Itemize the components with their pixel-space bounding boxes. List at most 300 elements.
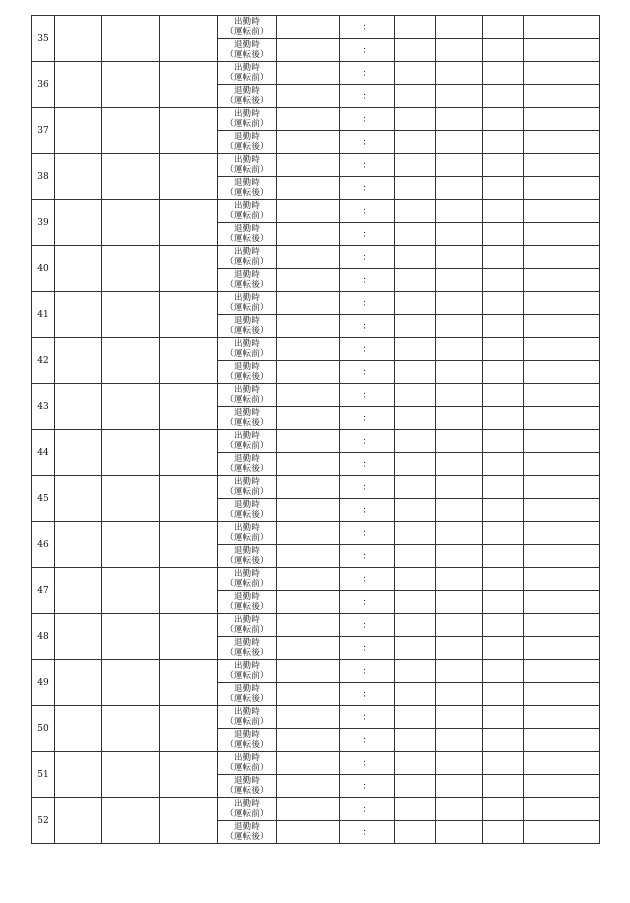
time-field[interactable]: ： (340, 62, 395, 85)
row-number: 48 (32, 614, 55, 660)
entry-cell[interactable] (277, 775, 340, 798)
entry-cell[interactable] (277, 315, 340, 338)
entry-cell[interactable] (395, 591, 436, 614)
entry-cell[interactable] (524, 200, 600, 223)
entry-cell[interactable] (395, 108, 436, 131)
entry-cell[interactable] (277, 798, 340, 821)
time-field[interactable]: ： (340, 200, 395, 223)
entry-cell[interactable] (483, 407, 524, 430)
timing-label-line2: （運転後） (225, 786, 269, 796)
entry-cell[interactable] (277, 154, 340, 177)
entry-cell[interactable] (395, 407, 436, 430)
entry-cell[interactable] (160, 614, 218, 660)
entry-cell[interactable] (395, 223, 436, 246)
entry-cell[interactable] (277, 108, 340, 131)
entry-cell[interactable] (277, 499, 340, 522)
entry-cell[interactable] (436, 131, 483, 154)
timing-label-line1: 退勤時 (233, 730, 261, 740)
time-field[interactable]: ： (340, 223, 395, 246)
timing-label-line2: （運転後） (225, 234, 269, 244)
entry-cell[interactable] (55, 246, 102, 292)
entry-cell[interactable] (483, 223, 524, 246)
entry-cell[interactable] (102, 154, 160, 200)
entry-cell[interactable] (395, 338, 436, 361)
entry-cell[interactable] (483, 545, 524, 568)
entry-cell[interactable] (160, 62, 218, 108)
entry-cell[interactable] (483, 729, 524, 752)
entry-cell[interactable] (55, 338, 102, 384)
entry-cell[interactable] (277, 545, 340, 568)
entry-cell[interactable] (436, 338, 483, 361)
time-field[interactable]: ： (340, 453, 395, 476)
timing-label-clock-out (218, 821, 277, 844)
entry-cell[interactable] (524, 660, 600, 683)
entry-cell[interactable] (102, 476, 160, 522)
entry-cell[interactable] (483, 522, 524, 545)
time-field[interactable]: ： (340, 430, 395, 453)
entry-cell[interactable] (55, 568, 102, 614)
timing-label-line2: （運転後） (225, 832, 269, 842)
entry-cell[interactable] (524, 269, 600, 292)
entry-cell[interactable] (55, 292, 102, 338)
entry-cell[interactable] (395, 131, 436, 154)
entry-cell[interactable] (395, 821, 436, 844)
entry-cell[interactable] (55, 522, 102, 568)
entry-cell[interactable] (524, 706, 600, 729)
entry-cell[interactable] (524, 752, 600, 775)
entry-cell[interactable] (160, 430, 218, 476)
entry-cell[interactable] (55, 154, 102, 200)
entry-cell[interactable] (524, 775, 600, 798)
time-field[interactable]: ： (340, 706, 395, 729)
entry-cell[interactable] (102, 798, 160, 844)
entry-cell[interactable] (483, 775, 524, 798)
entry-cell[interactable] (436, 246, 483, 269)
entry-cell[interactable] (395, 154, 436, 177)
entry-cell[interactable] (102, 614, 160, 660)
entry-cell[interactable] (436, 729, 483, 752)
entry-cell[interactable] (55, 16, 102, 62)
entry-cell[interactable] (524, 545, 600, 568)
entry-cell[interactable] (102, 430, 160, 476)
time-field[interactable]: ： (340, 775, 395, 798)
timing-label-line1: 退勤時 (233, 40, 261, 50)
timing-label-line2: （運転前） (225, 395, 269, 405)
entry-cell[interactable] (483, 154, 524, 177)
timing-label-line2: （運転前） (225, 533, 269, 543)
entry-cell[interactable] (395, 361, 436, 384)
entry-cell[interactable] (524, 683, 600, 706)
entry-cell[interactable] (483, 292, 524, 315)
entry-cell[interactable] (483, 614, 524, 637)
entry-cell[interactable] (55, 200, 102, 246)
entry-cell[interactable] (277, 453, 340, 476)
entry-cell[interactable] (483, 85, 524, 108)
entry-cell[interactable] (436, 154, 483, 177)
entry-cell[interactable] (277, 752, 340, 775)
entry-cell[interactable] (277, 407, 340, 430)
entry-cell[interactable] (436, 752, 483, 775)
time-field[interactable]: ： (340, 338, 395, 361)
time-field[interactable]: ： (340, 545, 395, 568)
entry-cell[interactable] (160, 384, 218, 430)
entry-cell[interactable] (483, 430, 524, 453)
entry-cell[interactable] (395, 62, 436, 85)
timing-label-line2: （運転前） (225, 809, 269, 819)
entry-cell[interactable] (395, 177, 436, 200)
timing-label-line2: （運転前） (225, 625, 269, 635)
entry-cell[interactable] (395, 637, 436, 660)
entry-cell[interactable] (483, 200, 524, 223)
entry-cell[interactable] (395, 522, 436, 545)
entry-cell[interactable] (277, 614, 340, 637)
entry-cell[interactable] (277, 384, 340, 407)
entry-cell[interactable] (524, 338, 600, 361)
entry-cell[interactable] (483, 660, 524, 683)
entry-cell[interactable] (395, 499, 436, 522)
entry-cell[interactable] (102, 292, 160, 338)
entry-cell[interactable] (102, 568, 160, 614)
entry-cell[interactable] (160, 706, 218, 752)
timing-label-clock-in (218, 476, 277, 499)
time-field[interactable]: ： (340, 361, 395, 384)
entry-cell[interactable] (55, 62, 102, 108)
entry-cell[interactable] (524, 246, 600, 269)
time-field[interactable]: ： (340, 476, 395, 499)
entry-cell[interactable] (395, 729, 436, 752)
entry-cell[interactable] (436, 706, 483, 729)
entry-cell[interactable] (483, 177, 524, 200)
entry-cell[interactable] (395, 706, 436, 729)
entry-cell[interactable] (160, 568, 218, 614)
entry-cell[interactable] (277, 522, 340, 545)
entry-cell[interactable] (277, 729, 340, 752)
entry-cell[interactable] (524, 131, 600, 154)
time-field[interactable]: ： (340, 568, 395, 591)
entry-cell[interactable] (483, 591, 524, 614)
entry-cell[interactable] (436, 798, 483, 821)
entry-cell[interactable] (436, 476, 483, 499)
entry-cell[interactable] (483, 752, 524, 775)
entry-cell[interactable] (436, 223, 483, 246)
entry-cell[interactable] (483, 315, 524, 338)
entry-cell[interactable] (395, 430, 436, 453)
entry-cell[interactable] (277, 177, 340, 200)
entry-cell[interactable] (524, 16, 600, 39)
entry-cell[interactable] (55, 108, 102, 154)
entry-cell[interactable] (102, 62, 160, 108)
timing-label-clock-out (218, 39, 277, 62)
time-field[interactable]: ： (340, 131, 395, 154)
entry-cell[interactable] (160, 338, 218, 384)
entry-cell[interactable] (483, 16, 524, 39)
entry-cell[interactable] (524, 361, 600, 384)
entry-cell[interactable] (55, 752, 102, 798)
time-field[interactable]: ： (340, 637, 395, 660)
time-field[interactable]: ： (340, 269, 395, 292)
entry-cell[interactable] (483, 798, 524, 821)
entry-cell[interactable] (277, 568, 340, 591)
entry-cell[interactable] (436, 568, 483, 591)
entry-cell[interactable] (436, 62, 483, 85)
entry-cell[interactable] (524, 499, 600, 522)
entry-cell[interactable] (277, 821, 340, 844)
entry-cell[interactable] (277, 430, 340, 453)
entry-cell[interactable] (160, 798, 218, 844)
entry-cell[interactable] (524, 798, 600, 821)
entry-cell[interactable] (395, 200, 436, 223)
entry-cell[interactable] (436, 292, 483, 315)
entry-cell[interactable] (277, 706, 340, 729)
entry-cell[interactable] (395, 752, 436, 775)
entry-cell[interactable] (483, 131, 524, 154)
table-row (32, 798, 600, 821)
entry-cell[interactable] (483, 683, 524, 706)
timing-label-clock-in (218, 338, 277, 361)
timing-label-line1: 出勤時 (233, 707, 261, 717)
entry-cell[interactable] (395, 453, 436, 476)
entry-cell[interactable] (160, 752, 218, 798)
time-field[interactable]: ： (340, 821, 395, 844)
entry-cell[interactable] (436, 821, 483, 844)
entry-cell[interactable] (395, 315, 436, 338)
entry-cell[interactable] (160, 154, 218, 200)
entry-cell[interactable] (483, 476, 524, 499)
entry-cell[interactable] (524, 614, 600, 637)
entry-cell[interactable] (102, 384, 160, 430)
entry-cell[interactable] (277, 476, 340, 499)
entry-cell[interactable] (395, 545, 436, 568)
entry-cell[interactable] (483, 338, 524, 361)
entry-cell[interactable] (524, 729, 600, 752)
timing-label-clock-in (218, 522, 277, 545)
entry-cell[interactable] (160, 16, 218, 62)
time-field[interactable]: ： (340, 591, 395, 614)
entry-cell[interactable] (436, 85, 483, 108)
entry-cell[interactable] (277, 39, 340, 62)
entry-cell[interactable] (436, 108, 483, 131)
entry-cell[interactable] (55, 660, 102, 706)
entry-cell[interactable] (436, 522, 483, 545)
entry-cell[interactable] (277, 683, 340, 706)
entry-cell[interactable] (102, 246, 160, 292)
entry-cell[interactable] (277, 292, 340, 315)
entry-cell[interactable] (160, 200, 218, 246)
entry-cell[interactable] (524, 39, 600, 62)
entry-cell[interactable] (483, 706, 524, 729)
entry-cell[interactable] (483, 637, 524, 660)
entry-cell[interactable] (277, 85, 340, 108)
entry-cell[interactable] (395, 16, 436, 39)
entry-cell[interactable] (483, 62, 524, 85)
entry-cell[interactable] (524, 591, 600, 614)
entry-cell[interactable] (395, 85, 436, 108)
entry-cell[interactable] (55, 430, 102, 476)
entry-cell[interactable] (436, 361, 483, 384)
entry-cell[interactable] (102, 200, 160, 246)
time-field[interactable]: ： (340, 85, 395, 108)
entry-cell[interactable] (102, 752, 160, 798)
entry-cell[interactable] (483, 269, 524, 292)
entry-cell[interactable] (524, 522, 600, 545)
time-field[interactable]: ： (340, 384, 395, 407)
entry-cell[interactable] (160, 660, 218, 706)
entry-cell[interactable] (524, 407, 600, 430)
entry-cell[interactable] (395, 775, 436, 798)
time-field[interactable]: ： (340, 246, 395, 269)
entry-cell[interactable] (436, 39, 483, 62)
time-field[interactable]: ： (340, 292, 395, 315)
timing-label-clock-in (218, 154, 277, 177)
entry-cell[interactable] (395, 568, 436, 591)
time-field[interactable]: ： (340, 108, 395, 131)
entry-cell[interactable] (524, 568, 600, 591)
entry-cell[interactable] (277, 16, 340, 39)
entry-cell[interactable] (436, 384, 483, 407)
timing-label-line1: 出勤時 (233, 661, 261, 671)
entry-cell[interactable] (277, 361, 340, 384)
entry-cell[interactable] (524, 177, 600, 200)
entry-cell[interactable] (55, 706, 102, 752)
time-field[interactable]: ： (340, 798, 395, 821)
entry-cell[interactable] (102, 660, 160, 706)
entry-cell[interactable] (102, 108, 160, 154)
entry-cell[interactable] (483, 39, 524, 62)
entry-cell[interactable] (160, 476, 218, 522)
entry-cell[interactable] (160, 292, 218, 338)
entry-cell[interactable] (436, 775, 483, 798)
entry-cell[interactable] (436, 407, 483, 430)
entry-cell[interactable] (395, 246, 436, 269)
row-number: 47 (32, 568, 55, 614)
entry-cell[interactable] (160, 108, 218, 154)
entry-cell[interactable] (483, 568, 524, 591)
entry-cell[interactable] (277, 200, 340, 223)
time-field[interactable]: ： (340, 660, 395, 683)
entry-cell[interactable] (55, 614, 102, 660)
entry-cell[interactable] (55, 476, 102, 522)
timing-label-line1: 出勤時 (233, 247, 261, 257)
entry-cell[interactable] (524, 223, 600, 246)
entry-cell[interactable] (524, 154, 600, 177)
time-field[interactable]: ： (340, 177, 395, 200)
timing-label-line1: 退勤時 (233, 362, 261, 372)
entry-cell[interactable] (395, 269, 436, 292)
entry-cell[interactable] (436, 430, 483, 453)
entry-cell[interactable] (483, 361, 524, 384)
entry-cell[interactable] (277, 591, 340, 614)
timing-label-line1: 出勤時 (233, 293, 261, 303)
entry-cell[interactable] (436, 660, 483, 683)
entry-cell[interactable] (395, 614, 436, 637)
entry-cell[interactable] (483, 821, 524, 844)
entry-cell[interactable] (395, 39, 436, 62)
row-number: 40 (32, 246, 55, 292)
timing-label-line1: 退勤時 (233, 822, 261, 832)
time-field[interactable]: ： (340, 315, 395, 338)
entry-cell[interactable] (483, 499, 524, 522)
timing-label-clock-out (218, 499, 277, 522)
entry-cell[interactable] (277, 338, 340, 361)
entry-cell[interactable] (395, 384, 436, 407)
entry-cell[interactable] (160, 522, 218, 568)
entry-cell[interactable] (524, 85, 600, 108)
entry-cell[interactable] (436, 16, 483, 39)
entry-cell[interactable] (436, 545, 483, 568)
entry-cell[interactable] (277, 269, 340, 292)
entry-cell[interactable] (436, 453, 483, 476)
entry-cell[interactable] (277, 246, 340, 269)
entry-cell[interactable] (395, 660, 436, 683)
entry-cell[interactable] (524, 62, 600, 85)
entry-cell[interactable] (524, 476, 600, 499)
entry-cell[interactable] (395, 798, 436, 821)
entry-cell[interactable] (395, 292, 436, 315)
time-field[interactable]: ： (340, 407, 395, 430)
entry-cell[interactable] (524, 453, 600, 476)
entry-cell[interactable] (483, 108, 524, 131)
entry-cell[interactable] (436, 683, 483, 706)
entry-cell[interactable] (160, 246, 218, 292)
entry-cell[interactable] (483, 246, 524, 269)
entry-cell[interactable] (55, 384, 102, 430)
entry-cell[interactable] (436, 177, 483, 200)
time-field[interactable]: ： (340, 683, 395, 706)
entry-cell[interactable] (436, 591, 483, 614)
time-field[interactable]: ： (340, 16, 395, 39)
entry-cell[interactable] (395, 683, 436, 706)
entry-cell[interactable] (277, 637, 340, 660)
entry-cell[interactable] (55, 798, 102, 844)
entry-cell[interactable] (436, 614, 483, 637)
entry-cell[interactable] (277, 660, 340, 683)
entry-cell[interactable] (483, 384, 524, 407)
entry-cell[interactable] (524, 292, 600, 315)
timing-label-line1: 出勤時 (233, 523, 261, 533)
time-field[interactable]: ： (340, 499, 395, 522)
entry-cell[interactable] (395, 476, 436, 499)
entry-cell[interactable] (277, 223, 340, 246)
entry-cell[interactable] (524, 821, 600, 844)
entry-cell[interactable] (436, 200, 483, 223)
time-field[interactable]: ： (340, 154, 395, 177)
entry-cell[interactable] (524, 384, 600, 407)
entry-cell[interactable] (102, 522, 160, 568)
entry-cell[interactable] (524, 430, 600, 453)
entry-cell[interactable] (524, 315, 600, 338)
entry-cell[interactable] (436, 315, 483, 338)
time-field[interactable]: ： (340, 522, 395, 545)
entry-cell[interactable] (436, 499, 483, 522)
entry-cell[interactable] (524, 637, 600, 660)
entry-cell[interactable] (436, 269, 483, 292)
entry-cell[interactable] (277, 62, 340, 85)
time-field[interactable]: ： (340, 752, 395, 775)
entry-cell[interactable] (524, 108, 600, 131)
time-field[interactable]: ： (340, 729, 395, 752)
time-field[interactable]: ： (340, 614, 395, 637)
entry-cell[interactable] (102, 338, 160, 384)
timing-label-clock-in (218, 752, 277, 775)
entry-cell[interactable] (277, 131, 340, 154)
time-field[interactable]: ： (340, 39, 395, 62)
entry-cell[interactable] (102, 16, 160, 62)
timing-label-clock-out (218, 361, 277, 384)
timing-label-line1: 退勤時 (233, 500, 261, 510)
entry-cell[interactable] (436, 637, 483, 660)
entry-cell[interactable] (102, 706, 160, 752)
entry-cell[interactable] (483, 453, 524, 476)
